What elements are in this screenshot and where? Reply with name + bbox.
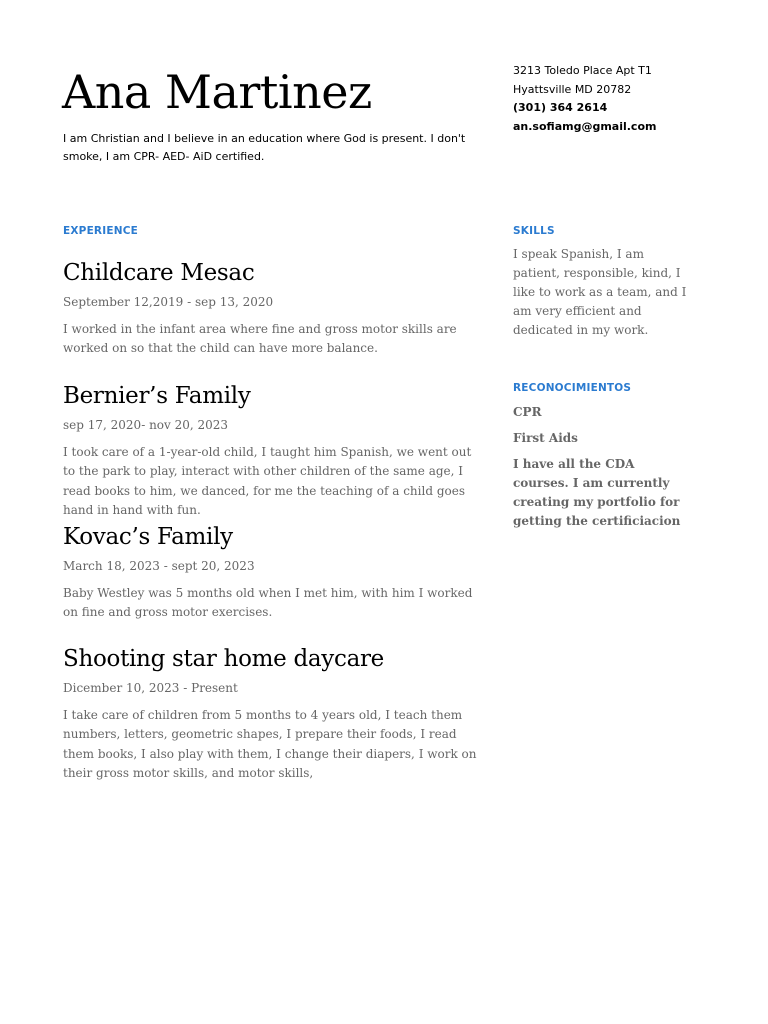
phone-number: (301) 364 2614 [513, 101, 608, 114]
job-description: I take care of children from 5 months to 4 years old, I teach them numbers, letters, geometric shapes, I prepare their foods, I read them books, I also play with them, I change their diapers, I work on their gross motor skills, and motor skills, [63, 708, 477, 780]
job-title: Childcare Mesac [63, 260, 255, 286]
recognition-item: CPR [513, 405, 542, 419]
job-dates: sep 17, 2020- nov 20, 2023 [63, 418, 229, 432]
address-line-2: Hyattsville MD 20782 [513, 82, 632, 96]
job-title: Kovac’s Family [63, 524, 233, 550]
contact-block [513, 62, 733, 136]
job-dates: Dicember 10, 2023 - Present [63, 681, 238, 695]
email-address[interactable]: an.sofiamg@gmail.com [513, 119, 657, 133]
job-description: I worked in the infant area where fine and gross motor skills are worked on so that the child can have more balance. [63, 322, 457, 356]
recognition-item: First Aids [513, 431, 578, 445]
job-description: Baby Westley was 5 months old when I met him, with him I worked on fine and gross motor exercises. [63, 586, 473, 620]
job-title: Bernier’s Family [63, 383, 251, 409]
intro-statement: I am Christian and I believe in an education where God is present. I don't smoke, I am CPR- AED- AiD certified. [63, 132, 466, 163]
skills-text: I speak Spanish, I am patient, responsible, kind, I like to work as a team, and I am very efficient and dedicated in my work. [513, 247, 687, 337]
recognition-item: I have all the CDA courses. I am currently creating my portfolio for getting the certificiacion [513, 457, 681, 528]
candidate-name: Ana Martinez [62, 65, 372, 119]
skills-heading: SKILLS [513, 225, 555, 237]
address-line-1: 3213 Toledo Place Apt T1 [513, 64, 652, 77]
job-entry-berniers-family [63, 381, 483, 520]
job-entry-shooting-star-daycare [63, 644, 483, 783]
job-dates: September 12,2019 - sep 13, 2020 [63, 295, 274, 309]
job-entry-kovacs-family [63, 522, 483, 623]
job-dates: March 18, 2023 - sept 20, 2023 [63, 559, 255, 573]
job-entry-childcare-mesac [63, 258, 483, 359]
experience-heading: EXPERIENCE [63, 225, 138, 237]
job-title: Shooting star home daycare [63, 646, 384, 672]
recognitions-heading: RECONOCIMIENTOS [513, 382, 632, 394]
job-description: I took care of a 1-year-old child, I taught him Spanish, we went out to the park to play, interact with other children of the same age, I read books to him, we danced, for me the teaching of a child goes hand in hand with fun. [63, 445, 472, 517]
recognitions-list [513, 403, 688, 538]
